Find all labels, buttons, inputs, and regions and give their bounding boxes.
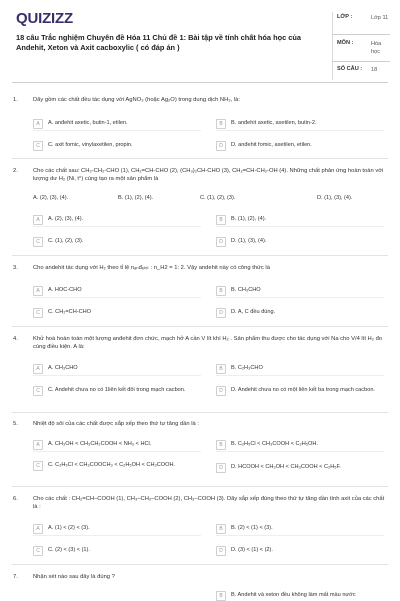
- option-text: B. Andehit và xeton đều không làm mất màu nước: [231, 592, 356, 598]
- option-text: C. Andehit chưa no có 1liên kết đôi trong mạch cacbon.: [48, 387, 186, 393]
- question-text: Cho các chất : CH₂=CH–COOH (1), CH₃–CH₂–COOH (2), CH₃–COOH (3). Dãy sắp xếp đúng theo thứ tự tăng dần tính axit của các chất là :: [33, 496, 385, 511]
- question-text: Khử hoá hoàn toàn một lượng anđehit đơn chức, mạch hở A cần V lít khí H₂ . Sản phẩm thu được cho tác dụng với Na cho V/4 lít H₂ đo cùng điều kiện. A là:: [33, 336, 383, 351]
- option-text: A. HOC-CHO: [48, 287, 82, 293]
- mon-value: Hóa học: [371, 41, 382, 55]
- lop-value: Lớp 11: [371, 15, 389, 21]
- question-text: Cho andehit tác dụng với H₂ theo tỉ lệ nₐₙđₑₕᵢₜ : n_H2 = 1: 2. Vậy andehit này có công thức là: [33, 265, 270, 271]
- option-text: B. CH₃CHO: [231, 287, 261, 293]
- option-text: A. (2), (3), (4).: [48, 216, 84, 222]
- option-text: B. C₂H₃CHO: [231, 365, 263, 371]
- meta-divider-2: [332, 61, 390, 62]
- option-text: D. (1), (3), (4).: [231, 238, 267, 244]
- option-text: B. C₂H₅Cl < CH₃COOH < C₂H₅OH.: [231, 441, 318, 447]
- option-letter: B: [216, 119, 226, 129]
- socau-value: 18: [371, 67, 378, 73]
- question-text: Nhận xét nào sau đây là đúng ?: [33, 574, 115, 580]
- option-letter: D: [216, 308, 226, 318]
- option-letter: C: [33, 237, 43, 247]
- option-text: A. (1) < (2) < (3).: [48, 525, 90, 531]
- option-text: A. CH₃OH < CH₃CH₂COOH < NH₃ < HCl.: [48, 441, 152, 447]
- question-number: 6.: [13, 496, 18, 502]
- quizizz-logo[interactable]: QUIZIZZ: [16, 10, 73, 27]
- option-letter: C: [33, 546, 43, 556]
- option-text: C. (2) < (3) < (1).: [48, 547, 90, 553]
- option-text: D. Andehit chưa no có một liên kết ba trong mạch cacbon.: [231, 387, 375, 393]
- inline-option-a: A. (2), (3), (4).: [33, 195, 69, 201]
- question-number: 4.: [13, 336, 18, 342]
- option-letter: B: [216, 440, 226, 450]
- option-text: D. HCOOH < CH₃OH < CH₃COOH < C₂H₅F.: [231, 464, 341, 470]
- option-text: B. (1), (2), (4).: [231, 216, 267, 222]
- option-letter: A: [33, 524, 43, 534]
- option-text: B. (2) < (1) < (3).: [231, 525, 273, 531]
- option-letter: D: [216, 386, 226, 396]
- option-letter: B: [216, 364, 226, 374]
- option-letter: D: [216, 237, 226, 247]
- header: [0, 0, 400, 80]
- document-title: 18 câu Trắc nghiệm Chuyên đề Hóa 11 Chủ đề 1: Bài tập về tính chất hóa học của Andehit, Xeton và Axit cacboxylic ( có đáp án ): [16, 33, 302, 52]
- option-text: C. axit fomic, vinylaxetilen, propin.: [48, 142, 133, 148]
- question-text: Nhiệt độ sôi của các chất được sắp xếp theo thứ tự tăng dần là :: [33, 421, 199, 427]
- option-text: C. (1), (2), (3).: [48, 238, 84, 244]
- option-text: D. (3) < (1) < (2).: [231, 547, 273, 553]
- question-number: 7.: [13, 574, 18, 580]
- meta-divider-vertical: [332, 12, 333, 80]
- header-divider: [12, 82, 388, 83]
- option-letter: A: [33, 119, 43, 129]
- meta-divider-1: [332, 34, 390, 35]
- option-text: D. anđehit fomic, axetilen, etilen.: [231, 142, 312, 148]
- option-letter: D: [216, 546, 226, 556]
- option-letter: B: [216, 215, 226, 225]
- question-number: 3.: [13, 265, 18, 271]
- option-text: C. C₂H₅Cl < CH₃COOCH₃ < C₂H₅OH < CH₃COOH.: [48, 462, 176, 468]
- option-letter: A: [33, 286, 43, 296]
- question-number: 2.: [13, 168, 18, 174]
- inline-option-d: D. (1), (3), (4).: [317, 195, 353, 201]
- option-letter: C: [33, 461, 43, 471]
- option-letter: A: [33, 364, 43, 374]
- option-letter: D: [216, 141, 226, 151]
- option-letter: C: [33, 386, 43, 396]
- question-text: Dãy gồm các chất đều tác dụng với AgNO₃ (hoặc Ag₂O) trong dung dịch NH₃, là:: [33, 97, 241, 103]
- option-text: B. anđehit axetic, axetilen, butin-2.: [231, 120, 317, 126]
- option-letter: C: [33, 308, 43, 318]
- question-text: Cho các chất sau: CH₃-CH₂-CHO (1), CH₂=CH-CHO (2), (CH₃)₂CH-CHO (3), CH₂=CH-CH₂-OH (4). Những chất phản ứng hoàn toàn với lượng dư H₂ (Ni, t°) cùng tạo ra một sản phẩm là: [33, 168, 384, 183]
- option-letter: A: [33, 440, 43, 450]
- option-letter: B: [216, 591, 226, 601]
- option-text: A. CH₃CHO: [48, 365, 78, 371]
- option-letter: D: [216, 463, 226, 473]
- option-letter: B: [216, 524, 226, 534]
- socau-label: SỐ CÂU :: [337, 66, 363, 72]
- lop-label: LỚP :: [337, 14, 353, 20]
- question-number: 1.: [13, 97, 18, 103]
- inline-option-b: B. (1), (2), (4).: [118, 195, 154, 201]
- option-letter: B: [216, 286, 226, 296]
- inline-option-c: C. (1), (2), (3).: [200, 195, 236, 201]
- mon-label: MÔN :: [337, 40, 354, 46]
- option-text: C. CH₂=CH-CHO: [48, 309, 92, 315]
- option-letter: C: [33, 141, 43, 151]
- option-text: A. anđehit axetic, butin-1, etilen.: [48, 120, 128, 126]
- question-number: 5.: [13, 421, 18, 427]
- option-letter: A: [33, 215, 43, 225]
- option-text: D. A, C đều đúng.: [231, 309, 276, 315]
